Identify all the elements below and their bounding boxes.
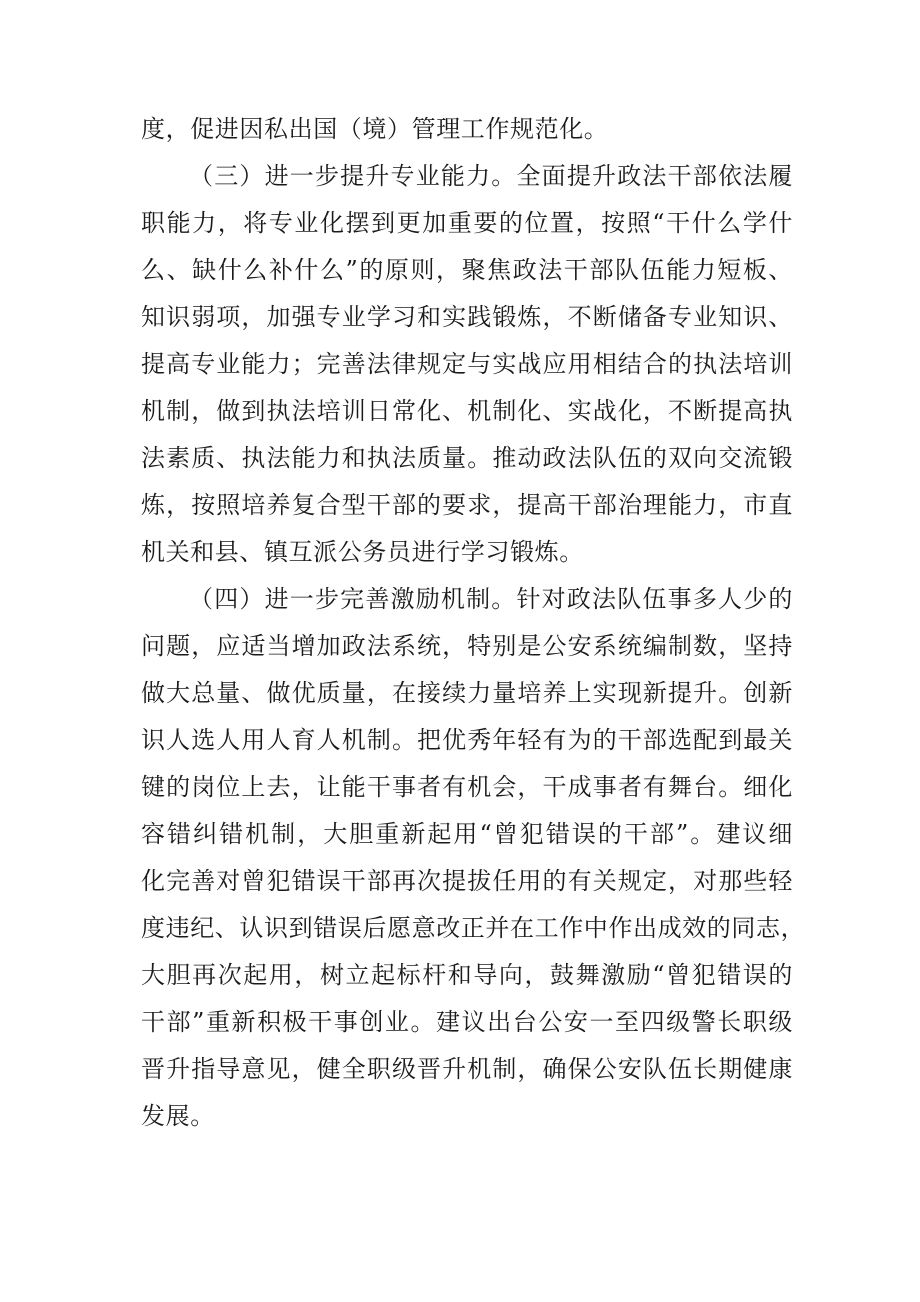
text-line: （四）进一步完善激励机制。针对政法队伍事多人少的 xyxy=(189,585,793,613)
text-line: 职能力，将专业化摆到更加重要的位置，按照“干什么学什 xyxy=(141,209,793,237)
paragraph-continuation xyxy=(141,106,793,153)
text-line: 晋升指导意见，健全职级晋升机制，确保公安队伍长期健康 xyxy=(141,1055,793,1083)
text-line: 法素质、执法能力和执法质量。推动政法队伍的双向交流锻 xyxy=(141,444,793,472)
text-line: 做大总量、做优质量，在接续力量培养上实现新提升。创新 xyxy=(141,679,793,707)
text-line: 大胆再次起用，树立起标杆和导向，鼓舞激励“曾犯错误的 xyxy=(141,961,793,989)
text-line: 容错纠错机制，大胆重新起用“曾犯错误的干部”。建议细 xyxy=(141,820,793,848)
text-line: 键的岗位上去，让能干事者有机会，干成事者有舞台。细化 xyxy=(141,773,793,801)
text-line: 提高专业能力；完善法律规定与实战应用相结合的执法培训 xyxy=(141,350,793,378)
text-line: 化完善对曾犯错误干部再次提拔任用的有关规定，对那些轻 xyxy=(141,867,793,895)
text-line: 知识弱项，加强专业学习和实践锻炼，不断储备专业知识、 xyxy=(141,303,793,331)
text-line: 度，促进因私出国（境）管理工作规范化。 xyxy=(141,115,609,143)
text-line: 干部”重新积极干事创业。建议出台公安一至四级警长职级 xyxy=(141,1008,793,1036)
text-line: 度违纪、认识到错误后愿意改正并在工作中作出成效的同志， xyxy=(141,914,806,942)
paragraph-section-4 xyxy=(141,576,806,1140)
text-line: 机制，做到执法培训日常化、机制化、实战化，不断提高执 xyxy=(141,397,793,425)
paragraph-section-3 xyxy=(141,153,793,576)
text-line: 问题，应适当增加政法系统，特别是公安系统编制数，坚持 xyxy=(141,632,793,660)
document-body xyxy=(141,106,806,1140)
text-line: 发展。 xyxy=(141,1102,215,1130)
text-line: 机关和县、镇互派公务员进行学习锻炼。 xyxy=(141,538,584,566)
text-line: 么、缺什么补什么”的原则，聚焦政法干部队伍能力短板、 xyxy=(141,256,793,284)
text-line: 炼，按照培养复合型干部的要求，提高干部治理能力，市直 xyxy=(141,491,793,519)
text-line: （三）进一步提升专业能力。全面提升政法干部依法履 xyxy=(189,162,793,190)
text-line: 识人选人用人育人机制。把优秀年轻有为的干部选配到最关 xyxy=(141,726,793,754)
